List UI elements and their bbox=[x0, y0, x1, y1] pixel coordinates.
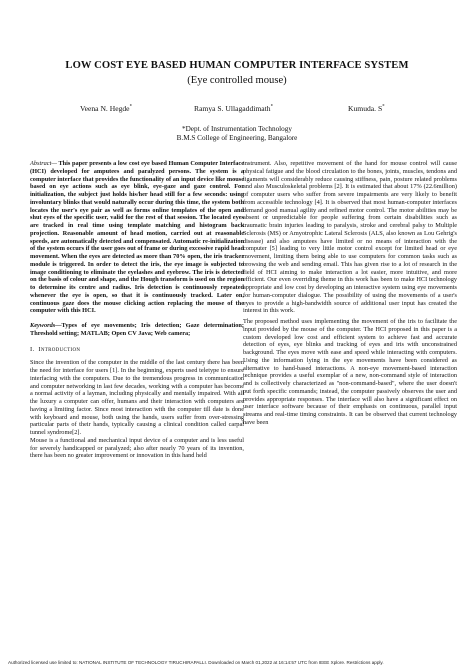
author-mark: * bbox=[270, 104, 274, 110]
intro-paragraph-1: Since the invention of the computer in the middle of the last century there has been the need for interface for users [1]. In the beginning, experts used teletype to ensure interfacing with the computers. Due to the tremendous progress in communication and computer networking in last few decades, working with a computer has become a normal activity of a layman, including physically and mentally impaired. With all the luxury a computer can offer, humans and their interaction with computers are having a limiting factor. Since most interaction with the computer till date is done with keyboard and mouse, both using the hands, users suffer from over-stressing particular parts of their hands, typically causing a clinical condition called carpal tunnel syndrome[2]. bbox=[30, 359, 244, 436]
keywords-text: Types of eye movements; Iris detection; Gaze determination; Threshold setting; MATLAB; Open CV Java; Web camera; bbox=[30, 322, 244, 337]
affiliation-dept: *Dept. of Instrumentation Technology bbox=[182, 125, 292, 133]
author-name: Veena N. Hegde bbox=[80, 104, 130, 113]
abstract-lead: Abstract— bbox=[30, 160, 57, 167]
body-paragraph-1: instrument. Also, repetitive movement of the hand for mouse control will cause physical fatigue and the blood circulation to the bones, joints, muscles, tendons and ligaments will considerably reduce causing stiffness, pain, posture related problems and also Musculoskeletal problems [2]. It is estimated that about 17% (22.6million) of computer users who suffer from severe impairments are very likely to benefit from accessible technology [4]. It is observed that most human-computer interfaces demand good manual agility and refined motor control. The motor abilities may be absent or unpredictable for people suffering from certain disabilities such as traumatic brain injuries leading to paralysis, stroke and cerebral palsy to Multiple Sclerosis (MS) or Amyotrophic Lateral Sclerosis (ALS, also known as Lou Gehrig's disease) and also amputees have limited or no means of interaction with the computer [5] leading to very little motor control except for limited head or eye movement, limiting them being able to use computers for common tasks such as browsing the web and sending email. This has given rise to a lot of research in the field of HCI aiming to make interaction a lot easier, more intuitive, and more efficient. Our even overriding theme in this work has been to make HCI technology appropriate and low cost by developing an interactive system using eye movements for human-computer dialogue. The possibility of using the movements of a user's eyes to provide a high-bandwidth source of additional user input has created the interest in this work. bbox=[243, 160, 457, 315]
left-column bbox=[30, 160, 244, 460]
affiliation-college: B.M.S College of Engineering, Bangalore bbox=[176, 134, 298, 142]
license-footer: Authorized licensed use limited to: NATIONAL INSTITUTE OF TECHNOLOGY TIRUCHIRAPALLI. Downloaded on March 01,2022 at 16:14:57 UTC from IEEE Xplore. Restrictions apply. bbox=[8, 660, 384, 665]
abstract-text: This paper presents a low cost eye based Human Computer Interface (HCI) developed for amputees and paralyzed persons. The system is a computer interface that provides the functionality of an input device like mouse based on eye actions such as eye blink, eye-gaze and gaze control. For initialization, the subject just holds his/her head still for a few seconds: using involuntary blinks that would naturally occur during this time, the system both locates the user's eye pair as well as forms online templates of the open and shut eyes of the specific user, valid for the rest of that session. The located eyes are tracked in real time using template matching and histogram back projection. Reasonable amount of head motion, carried out at reasonable speeds, are automatically detected and compensated. Automatic re-initialization of the system occurs if the user goes out of frame or during excessive rapid head movement. When the eyes are detected as more than 70% open, the iris tracker module is triggered. In order to detect the iris, the eye image is subjected to image conditioning to eliminate the eyelashes and eyebrow. The iris is detected on the basis of colour and shape, and the Hough transform is used on the region to determine its centre and radius. Iris detection is continuously repeated whenever the eye is open, so that it is continuously tracked. Later on, continuous gaze does the mouse clicking action replacing the mouse of the computer with this HCI. bbox=[30, 160, 245, 315]
section-number: I. bbox=[30, 345, 35, 353]
paper-subtitle: (Eye controlled mouse) bbox=[187, 75, 287, 86]
intro-paragraph-2: Mouse is a functional and mechanical input device of a computer and is less useful for severely handicapped or paralyzed; also after nearly 70 years of its invention, there has been no greater improvement or innovation in this hand held bbox=[30, 436, 244, 460]
keywords-lead: Keywords— bbox=[30, 322, 62, 329]
paper-title: LOW COST EYE BASED HUMAN COMPUTER INTERFACE SYSTEM bbox=[65, 60, 409, 71]
author-name: Kumuda. S bbox=[348, 104, 383, 113]
author-3 bbox=[348, 104, 385, 113]
body-paragraph-2: The proposed method uses implementing the movement of the iris to facilitate the input provided by the mouse of the computer. The HCI proposed in this paper is a custom developed low cost and efficient system to achieve fast and accurate detection of eyes, eye blinks and tracking of eyes and iris with unconstrained background. The eyes move with ease and speed while interacting with computers. Using the information lying in the eye movements have been considered as alternative to hand-based interactions. A non-eye movement-based interaction technique provides a useful exemplar of a new, non-command style of interaction and is collectively characterized as "non-command-based", where the user doesn't put forth specific commands; instead, the computer passively observes the user and provides appropriate responses. The interface will also have a significant effect on user interface software because of their emphasis on continuous, parallel input streams and real-time timing constraints. It can be observed that current technology have been bbox=[243, 318, 457, 426]
author-name: Ramya S. Ullagaddimath bbox=[194, 104, 271, 113]
author-mark: * bbox=[129, 104, 133, 110]
abstract bbox=[30, 160, 244, 315]
right-column bbox=[243, 160, 457, 427]
section-title: Introduction bbox=[38, 345, 81, 353]
author-1 bbox=[80, 104, 132, 113]
keywords bbox=[30, 322, 244, 338]
section-heading-introduction bbox=[30, 346, 244, 354]
author-mark: * bbox=[382, 104, 385, 110]
author-2 bbox=[194, 104, 273, 113]
